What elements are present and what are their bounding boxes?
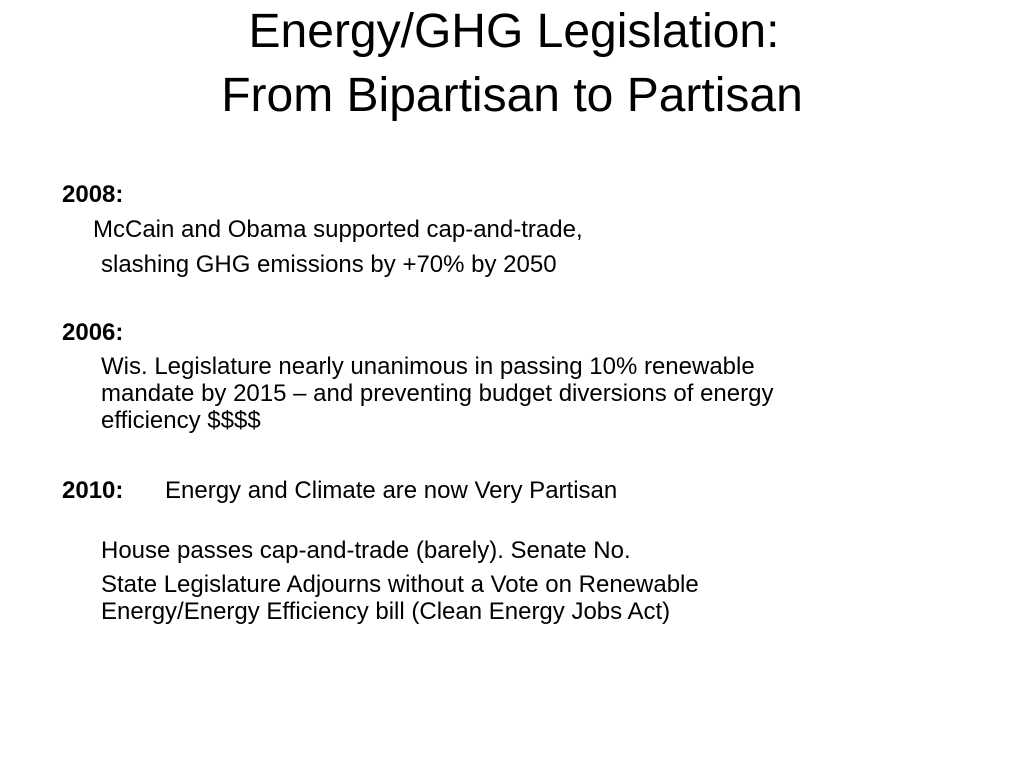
bullet-2010-line-3: Energy/Energy Efficiency bill (Clean Energy Jobs Act): [101, 598, 671, 625]
year-2006-label: 2006:: [62, 319, 124, 346]
title-line-2: From Bipartisan to Partisan: [221, 69, 803, 122]
bullet-2006-line-1: Wis. Legislature nearly unanimous in passing 10% renewable: [101, 353, 755, 380]
year-2008-label: 2008:: [62, 181, 124, 208]
bullet-2006-line-2: mandate by 2015 – and preventing budget diversions of energy: [101, 380, 774, 407]
bullet-2010-line-2: State Legislature Adjourns without a Vote on Renewable: [101, 571, 699, 598]
bullet-2006-line-3: efficiency $$$$: [101, 407, 261, 434]
bullet-2008-line-2: slashing GHG emissions by +70% by 2050: [101, 251, 557, 278]
bullet-2008-line-1: McCain and Obama supported cap-and-trade,: [93, 216, 583, 243]
title-line-1: Energy/GHG Legislation:: [248, 5, 780, 58]
bullet-2010-line-1: House passes cap-and-trade (barely). Senate No.: [101, 537, 631, 564]
year-2010-label: 2010:: [62, 477, 124, 504]
heading-2010-text: Energy and Climate are now Very Partisan: [165, 477, 618, 504]
